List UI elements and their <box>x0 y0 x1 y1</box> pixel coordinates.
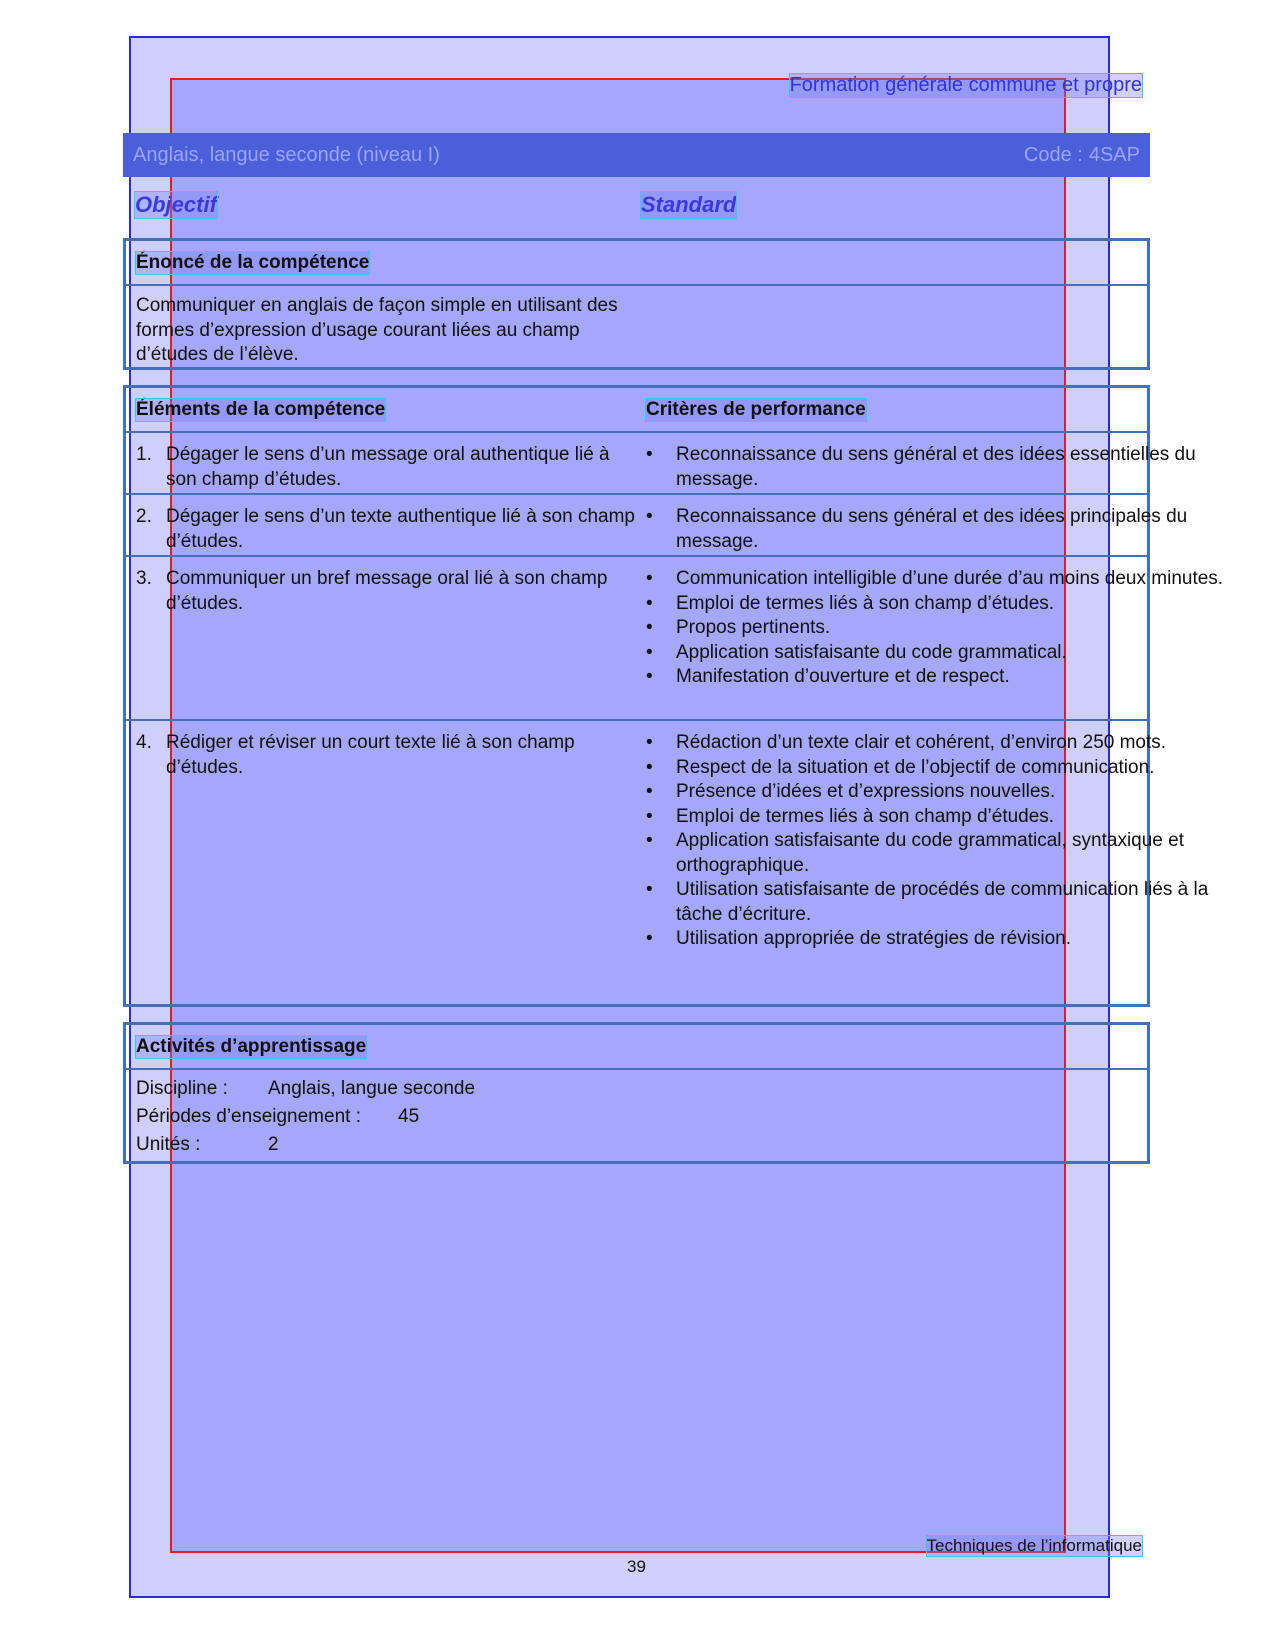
criterion-text: Reconnaissance du sens général et des idées essentielles du message. <box>676 444 1196 490</box>
element-text-block <box>136 443 641 492</box>
criterion-item <box>646 505 1241 554</box>
element-number: 4. <box>136 732 152 753</box>
bullet-icon: • <box>646 879 653 900</box>
bullet-icon: • <box>646 756 653 778</box>
criterion-text: Emploi de termes liés à son champ d’études. <box>676 592 1055 614</box>
criterion-text: Manifestation d’ouverture et de respect. <box>676 666 1010 687</box>
criterion-text: Propos pertinents. <box>676 617 831 638</box>
bullet-icon: • <box>646 506 653 527</box>
units-line <box>136 1131 1137 1159</box>
element-text: Dégager le sens d’un texte authentique lié à son champ d’études. <box>166 506 635 552</box>
bullet-icon: • <box>646 666 653 687</box>
elements-box <box>123 385 1224 1007</box>
criterion-item <box>646 443 1241 492</box>
units-label: Unités : <box>136 1134 201 1155</box>
objective-heading: Objectif <box>135 192 217 217</box>
element-number: 3. <box>136 568 152 589</box>
criterion-item <box>646 641 1241 666</box>
code-label: Code : <box>1023 143 1083 166</box>
element-number: 1. <box>136 444 152 465</box>
competence-heading: Énoncé de la compétence <box>136 251 370 273</box>
criterion-item <box>646 756 1241 781</box>
bullet-icon: • <box>646 641 653 663</box>
bullet-icon: • <box>646 568 653 589</box>
criterion-item <box>646 780 1241 805</box>
discipline-label: Discipline : <box>136 1078 228 1099</box>
footer-text: Techniques de l’informatique <box>926 1536 1142 1555</box>
standard-heading: Standard <box>641 192 737 217</box>
title-bar <box>123 133 1150 177</box>
criterion-item <box>646 616 1241 641</box>
periods-line <box>136 1103 1137 1131</box>
competence-text: Communiquer en anglais de façon simple en utilisant des formes d’expression d’usage courant liées au champ d’études de l’élève. <box>136 295 618 365</box>
bullet-icon: • <box>646 805 653 827</box>
element-text: Rédiger et réviser un court texte lié à son champ d’études. <box>166 732 575 778</box>
header-text: Formation générale commune et propre <box>789 74 1142 96</box>
criteria-list <box>646 731 1241 952</box>
element-row-2 <box>126 495 1188 557</box>
bullet-icon: • <box>646 592 653 614</box>
criterion-item <box>646 567 1241 592</box>
criteria-list <box>646 567 1241 690</box>
criterion-item <box>646 805 1241 830</box>
element-number: 2. <box>136 506 152 527</box>
criterion-text: Présence d’idées et d’expressions nouvelles. <box>676 781 1056 802</box>
criterion-item <box>646 927 1241 952</box>
element-row-1 <box>126 433 1196 495</box>
element-text-block <box>136 505 641 554</box>
criterion-text: Emploi de termes liés à son champ d’études. <box>676 805 1055 827</box>
bullet-icon: • <box>646 732 653 753</box>
course-title: Anglais, langue seconde (niveau I) <box>133 143 440 166</box>
elements-heading-row <box>126 388 1147 433</box>
bullet-icon: • <box>646 928 653 949</box>
code-value: 4SAP <box>1088 143 1140 166</box>
criterion-item <box>646 731 1241 756</box>
criteria-list <box>646 505 1241 554</box>
element-text-block <box>136 567 641 616</box>
criteria-list <box>646 443 1241 492</box>
criterion-text: Utilisation appropriée de stratégies de révision. <box>676 928 1071 949</box>
activities-box <box>123 1022 1150 1164</box>
criterion-text: Communication intelligible d’une durée d’au moins deux minutes. <box>676 568 1224 589</box>
element-row-4 <box>126 721 1209 1006</box>
element-row-3 <box>126 557 1224 721</box>
element-text-block <box>136 731 641 780</box>
course-code <box>1024 144 1140 167</box>
bullet-icon: • <box>646 444 653 465</box>
criterion-text: Application satisfaisante du code grammatical, syntaxique et orthographique. <box>676 830 1184 876</box>
competence-box <box>123 238 1150 370</box>
criterion-text: Rédaction d’un texte clair et cohérent, d’environ 250 mots. <box>676 732 1167 753</box>
activities-heading-row <box>126 1025 1147 1070</box>
section-headings <box>135 192 1145 222</box>
competence-text-wrap <box>126 286 636 376</box>
activities-details <box>126 1070 1147 1164</box>
criterion-text: Application satisfaisante du code grammatical. <box>676 641 1067 663</box>
competence-heading-row <box>126 241 1147 286</box>
page-number: 39 <box>627 1557 646 1576</box>
periods-value: 45 <box>398 1106 420 1127</box>
discipline-value: Anglais, langue seconde <box>268 1078 476 1099</box>
criterion-item <box>646 592 1241 617</box>
criteria-heading: Critères de performance <box>646 398 866 420</box>
units-value: 2 <box>268 1134 279 1155</box>
criterion-text: Reconnaissance du sens général et des idées principales du message. <box>676 506 1188 552</box>
elements-heading: Éléments de la compétence <box>136 398 386 420</box>
criterion-text: Utilisation satisfaisante de procédés de communication liés à la tâche d’écriture. <box>676 879 1209 925</box>
criterion-text: Respect de la situation et de l’objectif de communication. <box>676 756 1155 778</box>
activities-heading: Activités d’apprentissage <box>136 1035 367 1057</box>
criterion-item <box>646 829 1241 878</box>
criterion-item <box>646 878 1241 927</box>
discipline-line <box>136 1075 1137 1103</box>
element-text: Dégager le sens d’un message oral authentique lié à son champ d’études. <box>166 444 610 490</box>
bullet-icon: • <box>646 617 653 638</box>
criterion-item <box>646 665 1241 690</box>
periods-label: Périodes d’enseignement : <box>136 1106 361 1127</box>
element-text: Communiquer un bref message oral lié à son champ d’études. <box>166 568 608 614</box>
bullet-icon: • <box>646 830 653 851</box>
bullet-icon: • <box>646 781 653 802</box>
